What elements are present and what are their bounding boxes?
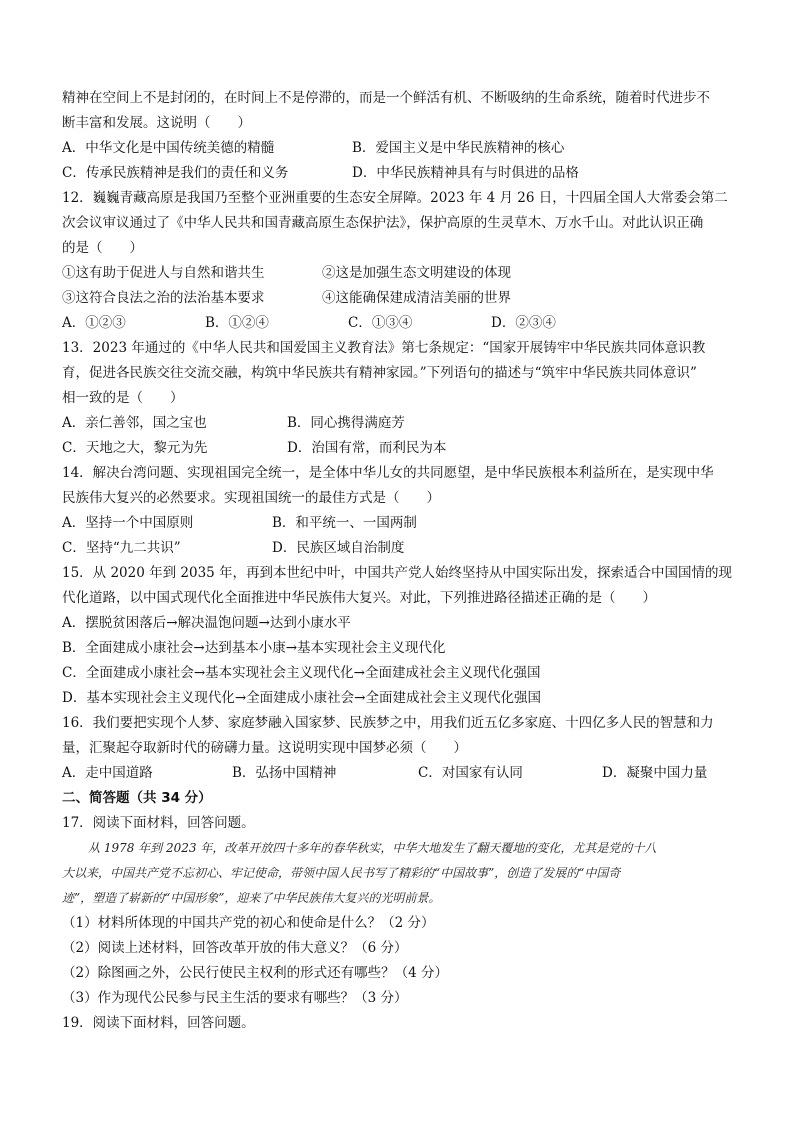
q14-option-d: D．民族区域自治制度 [272, 540, 405, 556]
q13-stem-line2: 育，促进各民族交往交流交融，构筑中华民族共有精神家园。”下列语句的描述与“筑牢中华民族共同体意识” [62, 365, 697, 381]
q16-option-c: C．对国家有认同 [418, 765, 523, 781]
q14-stem-line2: 民族伟大复兴的必然要求。实现祖国统一的最佳方式是（ ） [62, 490, 440, 506]
q13-option-b: B．同心携得满庭芳 [287, 415, 405, 431]
q11-option-c: C．传承民族精神是我们的责任和义务 [62, 165, 289, 181]
q13-stem-line1: 13．2023 年通过的《中华人民共和国爱国主义教育法》第七条规定：“国家开展铸牢中华民族共同体意识教 [62, 340, 706, 356]
q12-stem-line2: 次会议审议通过了《中华人民共和国青藏高原生态保护法》，保护高原的生灵草木、万水千山。对此认识正确 [62, 215, 704, 231]
q12-option-b: B．①②④ [205, 315, 269, 331]
q11-option-b: B．爱国主义是中华民族精神的核心 [352, 140, 565, 156]
q17-material-line3: 迹”，塑造了崭新的“中国形象”，迎来了中华民族伟大复兴的光明前景。 [62, 891, 441, 905]
q16-stem-line1: 16．我们要把实现个人梦、家庭梦融入国家梦、民族梦之中，用我们近五亿多家庭、十四亿多人民的智慧和力 [62, 715, 714, 731]
q13-stem-line3: 相一致的是（ ） [62, 390, 184, 406]
q15-stem-line2: 代化道路，以中国式现代化全面推进中华民族伟大复兴。对此，下列推进路径描述正确的是（ ） [62, 590, 656, 606]
q16-stem-line2: 量，汇聚起夺取新时代的磅礴力量。这说明实现中国梦必须（ ） [62, 740, 467, 756]
q17-material-line2: 大以来，中国共产党不忘初心、牢记使命，带领中国人民书写了精彩的“中国故事”，创造了发展的“中国奇 [62, 866, 621, 880]
q17-stem: 17．阅读下面材料，回答问题。 [62, 815, 255, 831]
q14-option-c: C．坚持“九二共识” [62, 540, 181, 556]
q12-statement-3: ③这符合良法之治的法治基本要求 [62, 290, 265, 306]
q13-option-c: C．天地之大，黎元为先 [62, 440, 208, 456]
q15-option-a: A．摆脱贫困落后→解决温饱问题→达到小康水平 [62, 615, 351, 631]
q13-option-d: D．治国有常，而利民为本 [287, 440, 447, 456]
q12-statement-1: ①这有助于促进人与自然和谐共生 [62, 265, 265, 281]
q12-stem-line3: 的是（ ） [62, 240, 143, 256]
q12-option-a: A．①②③ [62, 315, 126, 331]
q15-stem-line1: 15．从 2020 年到 2035 年，再到本世纪中叶，中国共产党人始终坚持从中国实际出发，探索适合中国国情的现 [62, 565, 733, 581]
q11-stem-line2: 断丰富和发展。这说明（ ） [62, 115, 251, 131]
q15-option-d: D．基本实现社会主义现代化→全面建成小康社会→全面建成社会主义现代化强国 [62, 690, 541, 706]
q19-stem: 19．阅读下面材料，回答问题。 [62, 1015, 255, 1031]
q14-stem-line1: 14．解决台湾问题、实现祖国完全统一，是全体中华儿女的共同愿望，是中华民族根本利益所在，是实现中华 [62, 465, 714, 481]
q14-option-b: B．和平统一、一国两制 [272, 515, 417, 531]
q17-subquestion-4: （3）作为现代公民参与民主生活的要求有哪些？（3 分） [62, 990, 408, 1006]
q11-option-a: A．中华文化是中国传统美德的精髓 [62, 140, 275, 156]
q16-option-a: A．走中国道路 [62, 765, 153, 781]
q16-option-b: B．弘扬中国精神 [232, 765, 337, 781]
q11-stem-line1: 精神在空间上不是封闭的，在时间上不是停滞的，而是一个鲜活有机、不断吸纳的生命系统，随着时代进步不 [62, 90, 710, 106]
q12-statement-2: ②这是加强生态文明建设的体现 [322, 265, 511, 281]
q17-material-line1: 从 1978 年到 2023 年，改革开放四十多年的春华秋实，中华大地发生了翻天覆地的变化，尤其是党的十八 [88, 841, 657, 855]
q15-option-c: C．全面建成小康社会→基本实现社会主义现代化→全面建成社会主义现代化强国 [62, 665, 541, 681]
q12-option-d: D．②③④ [491, 315, 556, 331]
q12-option-c: C．①③④ [348, 315, 413, 331]
q12-statement-4: ④这能确保建成清洁美丽的世界 [322, 290, 511, 306]
section-heading: 二、简答题（共 34 分） [62, 790, 212, 806]
q11-option-d: D．中华民族精神具有与时俱进的品格 [352, 165, 579, 181]
q17-subquestion-2: （2）阅读上述材料，回答改革开放的伟大意义？（6 分） [62, 940, 408, 956]
q16-option-d: D．凝聚中国力量 [602, 765, 708, 781]
q15-option-b: B．全面建成小康社会→达到基本小康→基本实现社会主义现代化 [62, 640, 446, 656]
q12-stem-line1: 12．巍巍青藏高原是我国乃至整个亚洲重要的生态安全屏障。2023 年 4 月 26 日，十四届全国人大常委会第二 [62, 190, 728, 206]
q17-subquestion-3: （2）除图画之外，公民行使民主权利的形式还有哪些？（4 分） [62, 965, 448, 981]
q14-option-a: A．坚持一个中国原则 [62, 515, 194, 531]
q13-option-a: A．亲仁善邻，国之宝也 [62, 415, 207, 431]
q17-subquestion-1: （1）材料所体现的中国共产党的初心和使命是什么？（2 分） [62, 915, 435, 931]
